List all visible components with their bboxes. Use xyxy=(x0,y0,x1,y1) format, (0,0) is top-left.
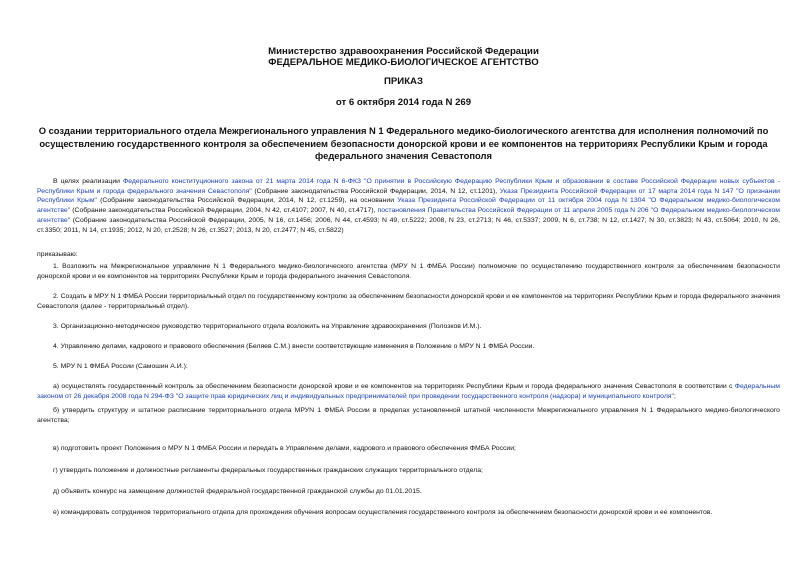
document-type: ПРИКАЗ xyxy=(384,76,423,87)
preamble-text-4: (Собрание законодательства Российской Федерации, 2004, N 42, ст.4107; 2007, N 40, ст.4717), xyxy=(70,207,378,215)
subitem-d: г) утвердить положение и должностные регламенты федеральных государственных гражданских служащих территориального отдела; xyxy=(53,467,483,474)
preamble-text-2: (Собрание законодательства Российской Федерации, 2014, N 12, ст.1201), xyxy=(251,187,500,195)
agency-name: ФЕДЕРАЛЬНОЕ МЕДИКО-БИОЛОГИЧЕСКОЕ АГЕНТСТВО xyxy=(268,57,539,68)
subitem-a-end: ; xyxy=(673,392,676,400)
item-3: 3. Организационно-методическое руководство территориального отдела возложить на Управление здравоохранения (Полозков И.М.). xyxy=(53,323,482,330)
subitem-a-text: а) осуществлять государственный контроль за обеспечением безопасности донорской крови и ее компонентов на территориях Республики Крым и города федерального значения Севастополя в соответствии с xyxy=(53,383,735,390)
resolution-link-206[interactable]: постановления Правительства Российской Федерации от 11 апреля 2005 года N 206 "О Федеральном медико-биологическом агентстве" xyxy=(37,207,780,224)
law-link-294fz[interactable]: Федеральным законом от 26 декабря 2008 года N 294-ФЗ "О защите прав юридических лиц и индивидуальных предпринимателей при проведении государственного контроля (надзора) и муниципального контроля" xyxy=(37,383,780,400)
subitem-c: в) подготовить проект Положения о МРУ N 1 ФМБА России и передать в Управление делами, кадрового и правового обеспечения ФМБА России; xyxy=(53,445,516,452)
subitem-f: е) командировать сотрудников территориального отдела для прохождения обучения вопросам осуществления государственного контроля за обеспечением безопасности донорской крови и ее компонентов. xyxy=(53,509,713,516)
decree-link-1304[interactable]: Указа Президента Российской Федерации от 11 октября 2004 года N 1304 "О Федеральном медико-биологическом агентстве" xyxy=(37,197,780,215)
preamble-text-3: (Собрание законодательства Российской Федерации, 2014, N 12, ст.1259), на основании xyxy=(96,197,398,205)
item-4: 4. Управлению делами, кадрового и правового обеспечения (Беляев С.М.) внести соответствующие изменения в Положение о МРУ N 1 ФМБА России. xyxy=(53,343,535,350)
document-date-number: от 6 октября 2014 года N 269 xyxy=(335,97,472,108)
decree-link-147[interactable]: Указа Президента Российской Федерации от 17 марта 2014 года N 147 "О признании Республики Крым" xyxy=(37,187,780,205)
item-2: 2. Создать в МРУ N 1 ФМБА России территориальный отдел по государственному контролю за обеспечением безопасности донорской крови и ее компонентов на территориях Республики Крым и города федерального значения Севастополя (далее - территориальный отдел). xyxy=(37,293,780,310)
ministry-name: Министерство здравоохранения Российской Федерации xyxy=(268,46,539,57)
item-1: 1. Возложить на Межрегиональное управление N 1 Федерального медико-биологического агентства (МРУ N 1 ФМБА России) полномочие по осуществлению государственного контроля за обеспечением безопасности донорской крови и ее компонентов на территориях Республики Крым и города федерального значения Севастополя. xyxy=(37,263,780,280)
subitem-a xyxy=(37,382,780,401)
law-link-6fkz[interactable]: Федерального конституционного закона от 21 марта 2014 года N 6-ФКЗ "О принятии в Российскую Федерацию Республики Крым и образовании в составе Российской Федерации новых субъектов - Республики Крым и города федерального значения Севастополя" xyxy=(37,178,780,195)
preamble-text-1: В целях реализации xyxy=(53,178,124,185)
preamble-paragraph xyxy=(37,177,780,235)
document-title: О создании территориального отдела Межрегионального управления N 1 Федерального медико-биологического агентства для исполнения полномочий по осуществлению государственного контроля за обеспечением безопасности донорской крови и ее компонентов на территориях Республики Крым и города федерального значения Севастополя xyxy=(38,125,769,161)
subitem-b: б) утвердить структуру и штатное расписание территориального отдела МРУN 1 ФМБА России в пределах установленной штатной численности Межрегионального управления N 1 Федерального медико-биологического агентства; xyxy=(37,407,780,424)
order-word: приказываю: xyxy=(37,251,78,258)
item-5: 5. МРУ N 1 ФМБА России (Самошин А.И.): xyxy=(53,363,188,370)
preamble-text-5: (Собрание законодательства Российской Федерации, 2005, N 16, ст.1456; 2006, N 44, ст.4593; N 49, ст.5222; 2008, N 23, ст.2713; N 46, ст.5337; 2009, N 6, ст.738; N 12, ст.1427; N 30, ст.3823; N 43, ст.5064; 2010, N 26, ст.3350; 2011, N 14, ст.1935; 2012, N 20, ст.2528; N 26, ст.3527; 2013, N 20, ст.2477; N 45, ст.5822) xyxy=(37,216,780,234)
subitem-e: д) объявить конкурс на замещение должностей федеральной государственной гражданской службы до 01.01.2015. xyxy=(53,488,422,495)
